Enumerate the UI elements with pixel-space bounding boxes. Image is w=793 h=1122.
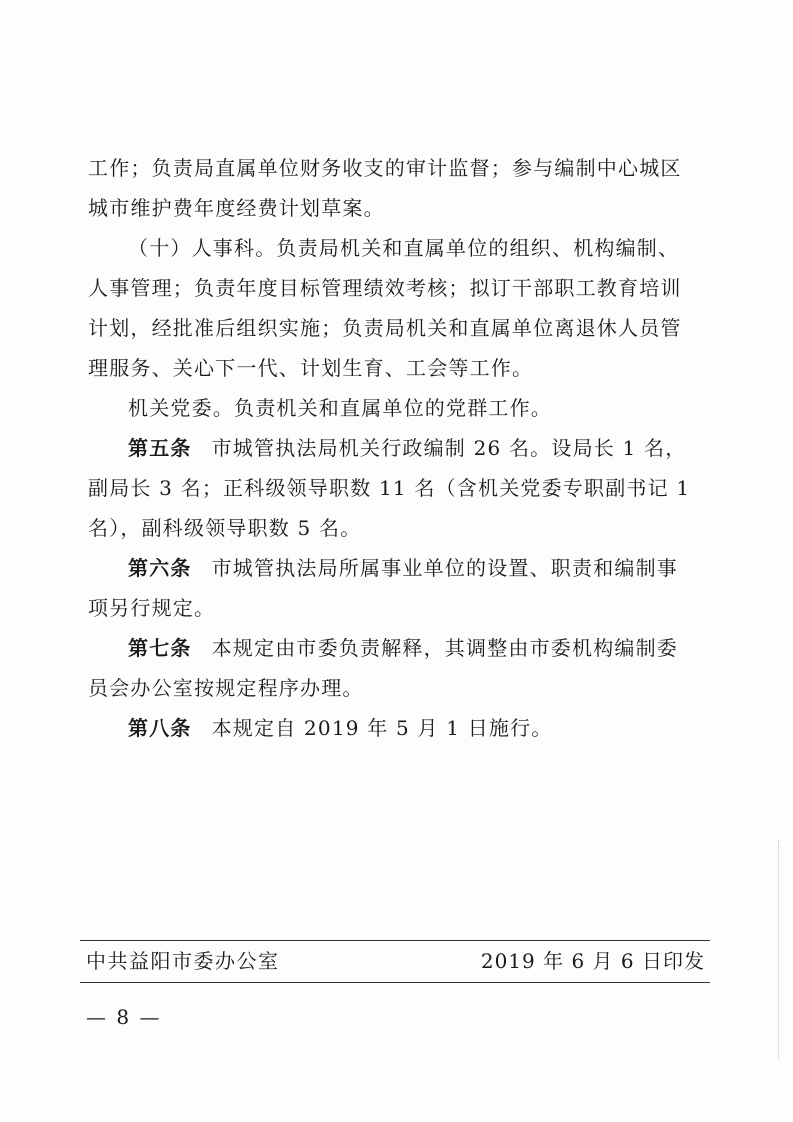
body-line: 计划，经批准后组织实施；负责局机关和直属单位离退休人员管	[88, 316, 682, 340]
body-line: 机关党委。负责机关和直属单位的党群工作。	[128, 396, 552, 420]
article-text: 市城管执法局所属事业单位的设置、职责和编制事	[211, 556, 679, 580]
article-title: 第八条	[128, 716, 192, 740]
body-line: 人事管理；负责年度目标管理绩效考核；拟订干部职工教育培训	[88, 276, 682, 300]
page-number: — 8 —	[86, 1005, 162, 1029]
body-line: 员会办公室按规定程序办理。	[88, 676, 364, 700]
footer-issuer: 中共益阳市委办公室	[86, 949, 280, 973]
footer-print-date: 2019 年 6 月 6 日印发	[480, 949, 705, 973]
article-text: 本规定自 2019 年 5 月 1 日施行。	[211, 716, 553, 740]
article-5-line	[88, 428, 708, 468]
footer-divider-bottom	[80, 982, 710, 983]
footer-divider-top	[80, 940, 710, 941]
body-line: 工作；负责局直属单位财务收支的审计监督；参与编制中心城区	[88, 156, 682, 180]
article-title: 第七条	[128, 636, 192, 660]
article-text: 市城管执法局机关行政编制 26 名。设局长 1 名，	[211, 436, 687, 460]
body-line: （十）人事科。负责局机关和直属单位的组织、机构编制、	[128, 236, 680, 260]
article-text: 本规定由市委负责解释，其调整由市委机构编制委	[211, 636, 679, 660]
article-title: 第六条	[128, 556, 192, 580]
body-line: 理服务、关心下一代、计划生育、工会等工作。	[88, 356, 534, 380]
scan-edge-mark	[777, 840, 779, 1060]
document-body	[88, 148, 708, 748]
article-7-line	[88, 628, 708, 668]
body-line: 名），副科级领导职数 5 名。	[88, 516, 362, 540]
article-6-line	[88, 548, 708, 588]
article-title: 第五条	[128, 436, 192, 460]
body-line: 项另行规定。	[88, 596, 216, 620]
body-line: 城市维护费年度经费计划草案。	[88, 196, 385, 220]
body-line: 副局长 3 名；正科级领导职数 11 名（含机关党委专职副书记 1	[88, 476, 691, 500]
article-8-line	[88, 708, 708, 748]
